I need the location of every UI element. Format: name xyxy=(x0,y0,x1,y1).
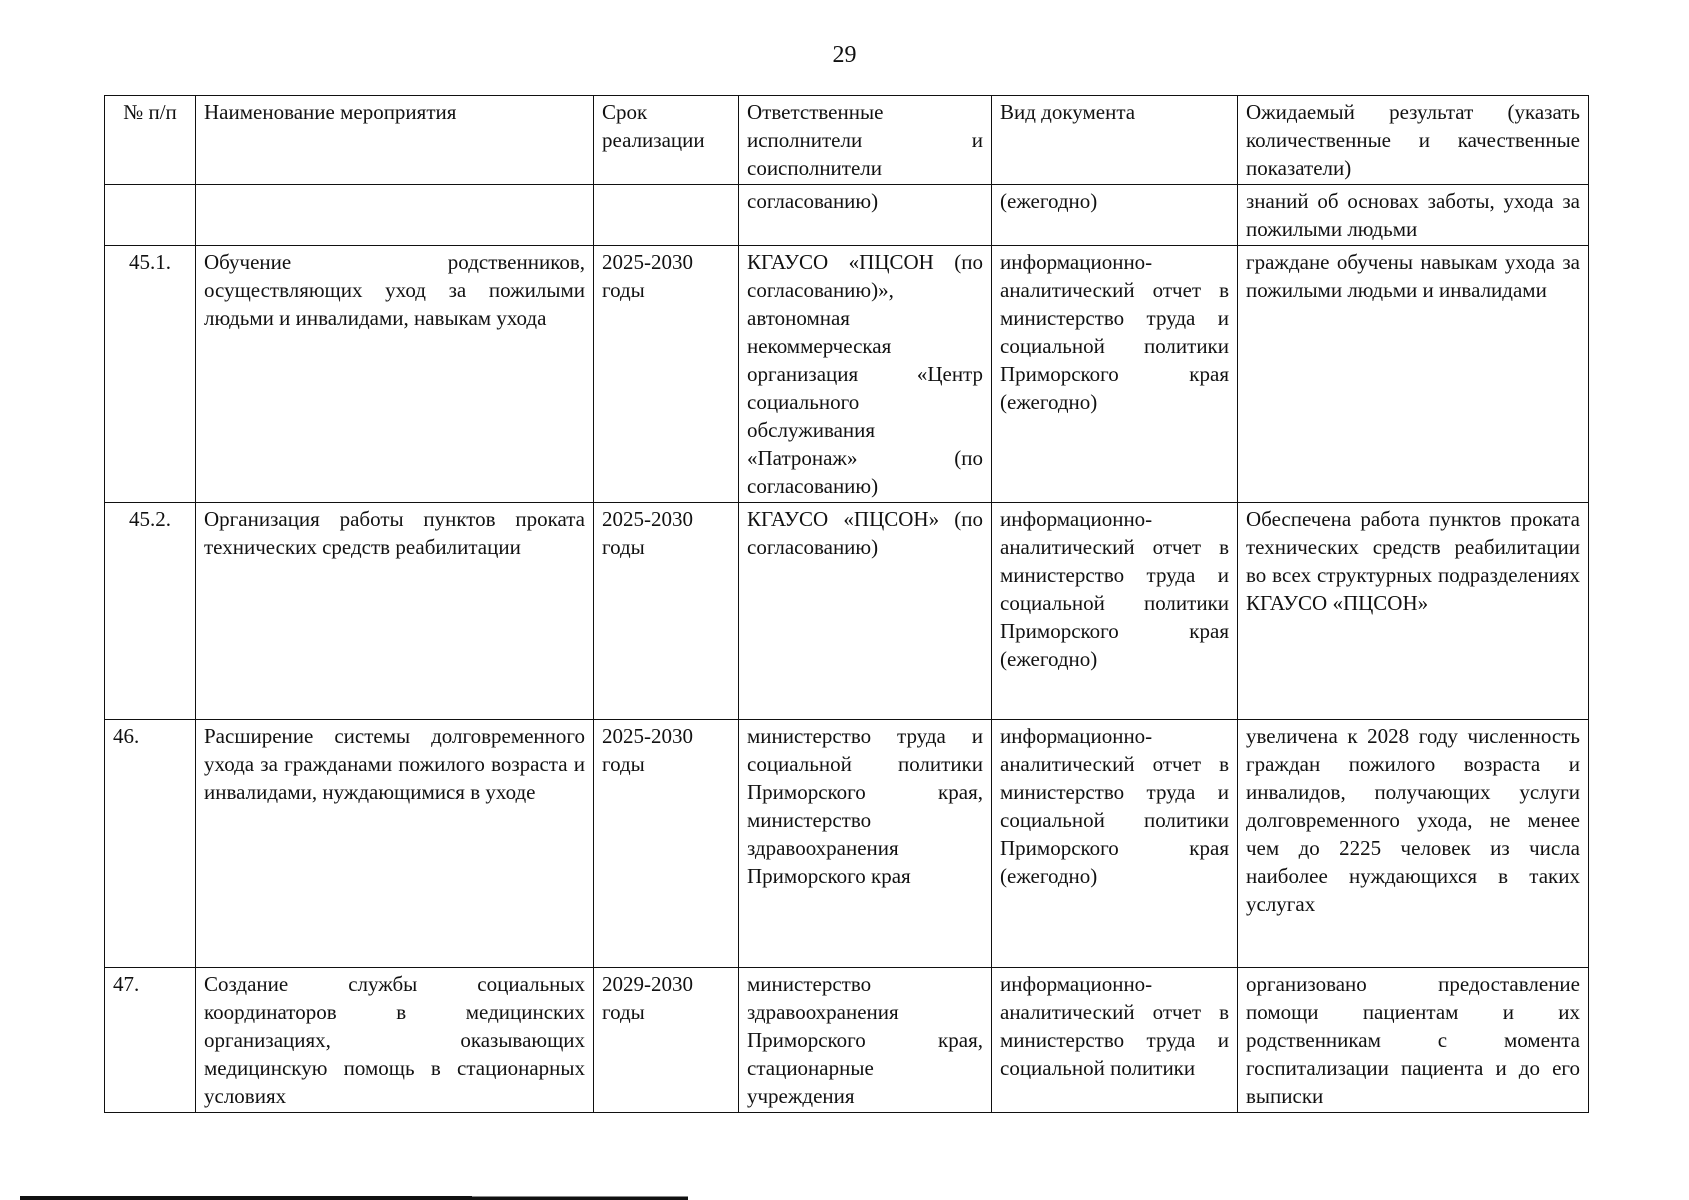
row-term xyxy=(594,185,739,246)
table-row xyxy=(105,503,1589,720)
row-num xyxy=(105,185,196,246)
row-num: 45.1. xyxy=(105,246,196,503)
row-num: 46. xyxy=(105,720,196,968)
row-result: увеличена к 2028 году численность граждан пожилого возраста и инвалидов, получающих услуги долговременного ухода, не менее чем до 2225 человек из числа наиболее нуждающихся в таких услугах xyxy=(1238,720,1589,968)
header-doc: Вид документа xyxy=(992,96,1238,185)
row-name xyxy=(196,185,594,246)
table-row xyxy=(105,246,1589,503)
header-name: Наименование мероприятия xyxy=(196,96,594,185)
header-result: Ожидаемый результат (указать количественные и качественные показатели) xyxy=(1238,96,1589,185)
row-result: граждане обучены навыкам ухода за пожилыми людьми и инвалидами xyxy=(1238,246,1589,503)
row-name: Обучение родственников, осуществляющих уход за пожилыми людьми и инвалидами, навыкам ухода xyxy=(196,246,594,503)
row-term: 2025-2030 годы xyxy=(594,503,739,720)
row-name: Расширение системы долговременного ухода за гражданами пожилого возраста и инвалидами, нуждающимися в уходе xyxy=(196,720,594,968)
row-result: знаний об основах заботы, ухода за пожилыми людьми xyxy=(1238,185,1589,246)
page-number: 29 xyxy=(832,42,857,68)
row-doc: информационно-аналитический отчет в министерство труда и социальной политики Приморского края (ежегодно) xyxy=(992,720,1238,968)
row-term: 2025-2030 годы xyxy=(594,246,739,503)
row-executors: министерство труда и социальной политики Приморского края, министерство здравоохранения Приморского края xyxy=(739,720,992,968)
header-executors: Ответственные исполнители и соисполнители xyxy=(739,96,992,185)
table-row xyxy=(105,185,1589,246)
table-row xyxy=(105,720,1589,968)
row-executors: согласованию) xyxy=(739,185,992,246)
row-executors: КГАУСО «ПЦСОН» (по согласованию) xyxy=(739,503,992,720)
row-doc: информационно-аналитический отчет в министерство труда и социальной политики Приморского края (ежегодно) xyxy=(992,503,1238,720)
row-term: 2025-2030 годы xyxy=(594,720,739,968)
row-result: организовано предоставление помощи пациентам и их родственникам с момента госпитализации пациента и до его выписки xyxy=(1238,968,1589,1113)
row-num: 45.2. xyxy=(105,503,196,720)
row-name: Организация работы пунктов проката технических средств реабилитации xyxy=(196,503,594,720)
row-name: Создание службы социальных координаторов в медицинских организациях, оказывающих медицинскую помощь в стационарных условиях xyxy=(196,968,594,1113)
row-executors: министерство здравоохранения Приморского края, стационарные учреждения xyxy=(739,968,992,1113)
header-term: Срок реализации xyxy=(594,96,739,185)
row-num: 47. xyxy=(105,968,196,1113)
row-doc: информационно-аналитический отчет в министерство труда и социальной политики Приморского края (ежегодно) xyxy=(992,246,1238,503)
footnote-rule xyxy=(20,1196,688,1200)
measures-table xyxy=(104,95,1589,1113)
row-doc: информационно-аналитический отчет в министерство труда и социальной политики xyxy=(992,968,1238,1113)
row-executors: КГАУСО «ПЦСОН (по согласованию)», автономная некоммерческая организация «Центр социального обслуживания «Патронаж» (по согласованию) xyxy=(739,246,992,503)
table-row xyxy=(105,968,1589,1113)
row-term: 2029-2030 годы xyxy=(594,968,739,1113)
row-doc: (ежегодно) xyxy=(992,185,1238,246)
row-result: Обеспечена работа пунктов проката технических средств реабилитации во всех структурных подразделениях КГАУСО «ПЦСОН» xyxy=(1238,503,1589,720)
table-header-row xyxy=(105,96,1589,185)
header-num: № п/п xyxy=(105,96,196,185)
